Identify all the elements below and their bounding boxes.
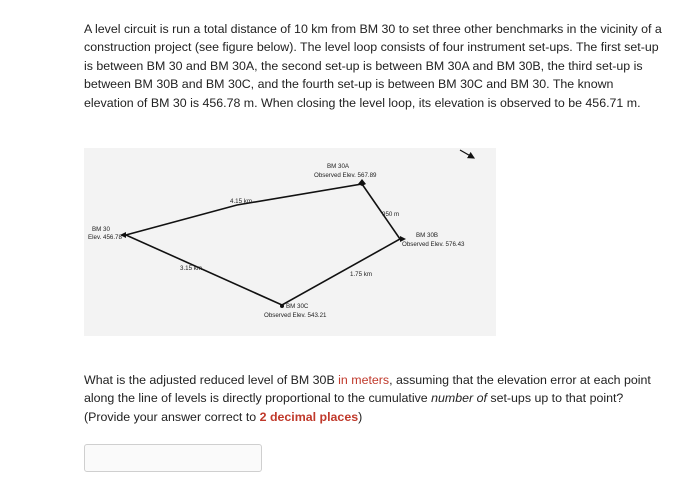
answer-input[interactable] (84, 444, 262, 472)
distance-30c-30: 3.15 km (180, 265, 203, 272)
question-part3: set-ups up to that point? (Provide your answer correct to (84, 391, 624, 424)
bm30b-label: BM 30B (416, 232, 439, 239)
bm30c-elevation: Observed Elev. 543.21 (264, 312, 327, 319)
loop-line (126, 184, 400, 305)
distance-30a-30b: 950 m (382, 211, 400, 218)
question-decimals: 2 decimal places (259, 409, 359, 424)
distance-30b-30c: 1.75 km (350, 271, 373, 278)
problem-statement: A level circuit is run a total distance of 10 km from BM 30 to set three other benchmarks in the vicinity of a construction project (see figure below). The level loop consists of four instrument set-ups. The first set-up is between BM 30 and BM 30A, the second set-up is between BM 30A and BM 30B, the third set-up is between BM 30B and BM 30C, and the fourth set-up is between BM 30C and BM 30. The known elevation of BM 30 is 456.78 m. When closing the level loop, its elevation is observed to be 456.71 m. (84, 22, 662, 110)
level-circuit-figure (84, 148, 496, 336)
distance-30-30a: 4.15 km (230, 198, 253, 205)
bm30-elevation: Elev. 456.78 (88, 234, 122, 241)
question-part2: , assuming that the elevation error at each point along the line of levels is directly proportional to the cumulative (84, 373, 651, 406)
bm30c-marker (280, 304, 284, 308)
question-number-of: number of (431, 391, 487, 406)
bm30a-label: BM 30A (327, 163, 350, 170)
north-arrow (460, 150, 474, 158)
bm30a-elevation: Observed Elev. 567.89 (314, 172, 377, 179)
question-part4: ) (358, 409, 363, 424)
bm30b-elevation: Observed Elev. 576.43 (402, 241, 465, 248)
bm30-label: BM 30 (92, 226, 110, 233)
bm30c-label: BM 30C (286, 303, 309, 310)
question-part1: What is the adjusted reduced level of BM 30B (84, 373, 339, 387)
question-in-meters: in meters (338, 373, 390, 387)
question-text (84, 371, 664, 426)
